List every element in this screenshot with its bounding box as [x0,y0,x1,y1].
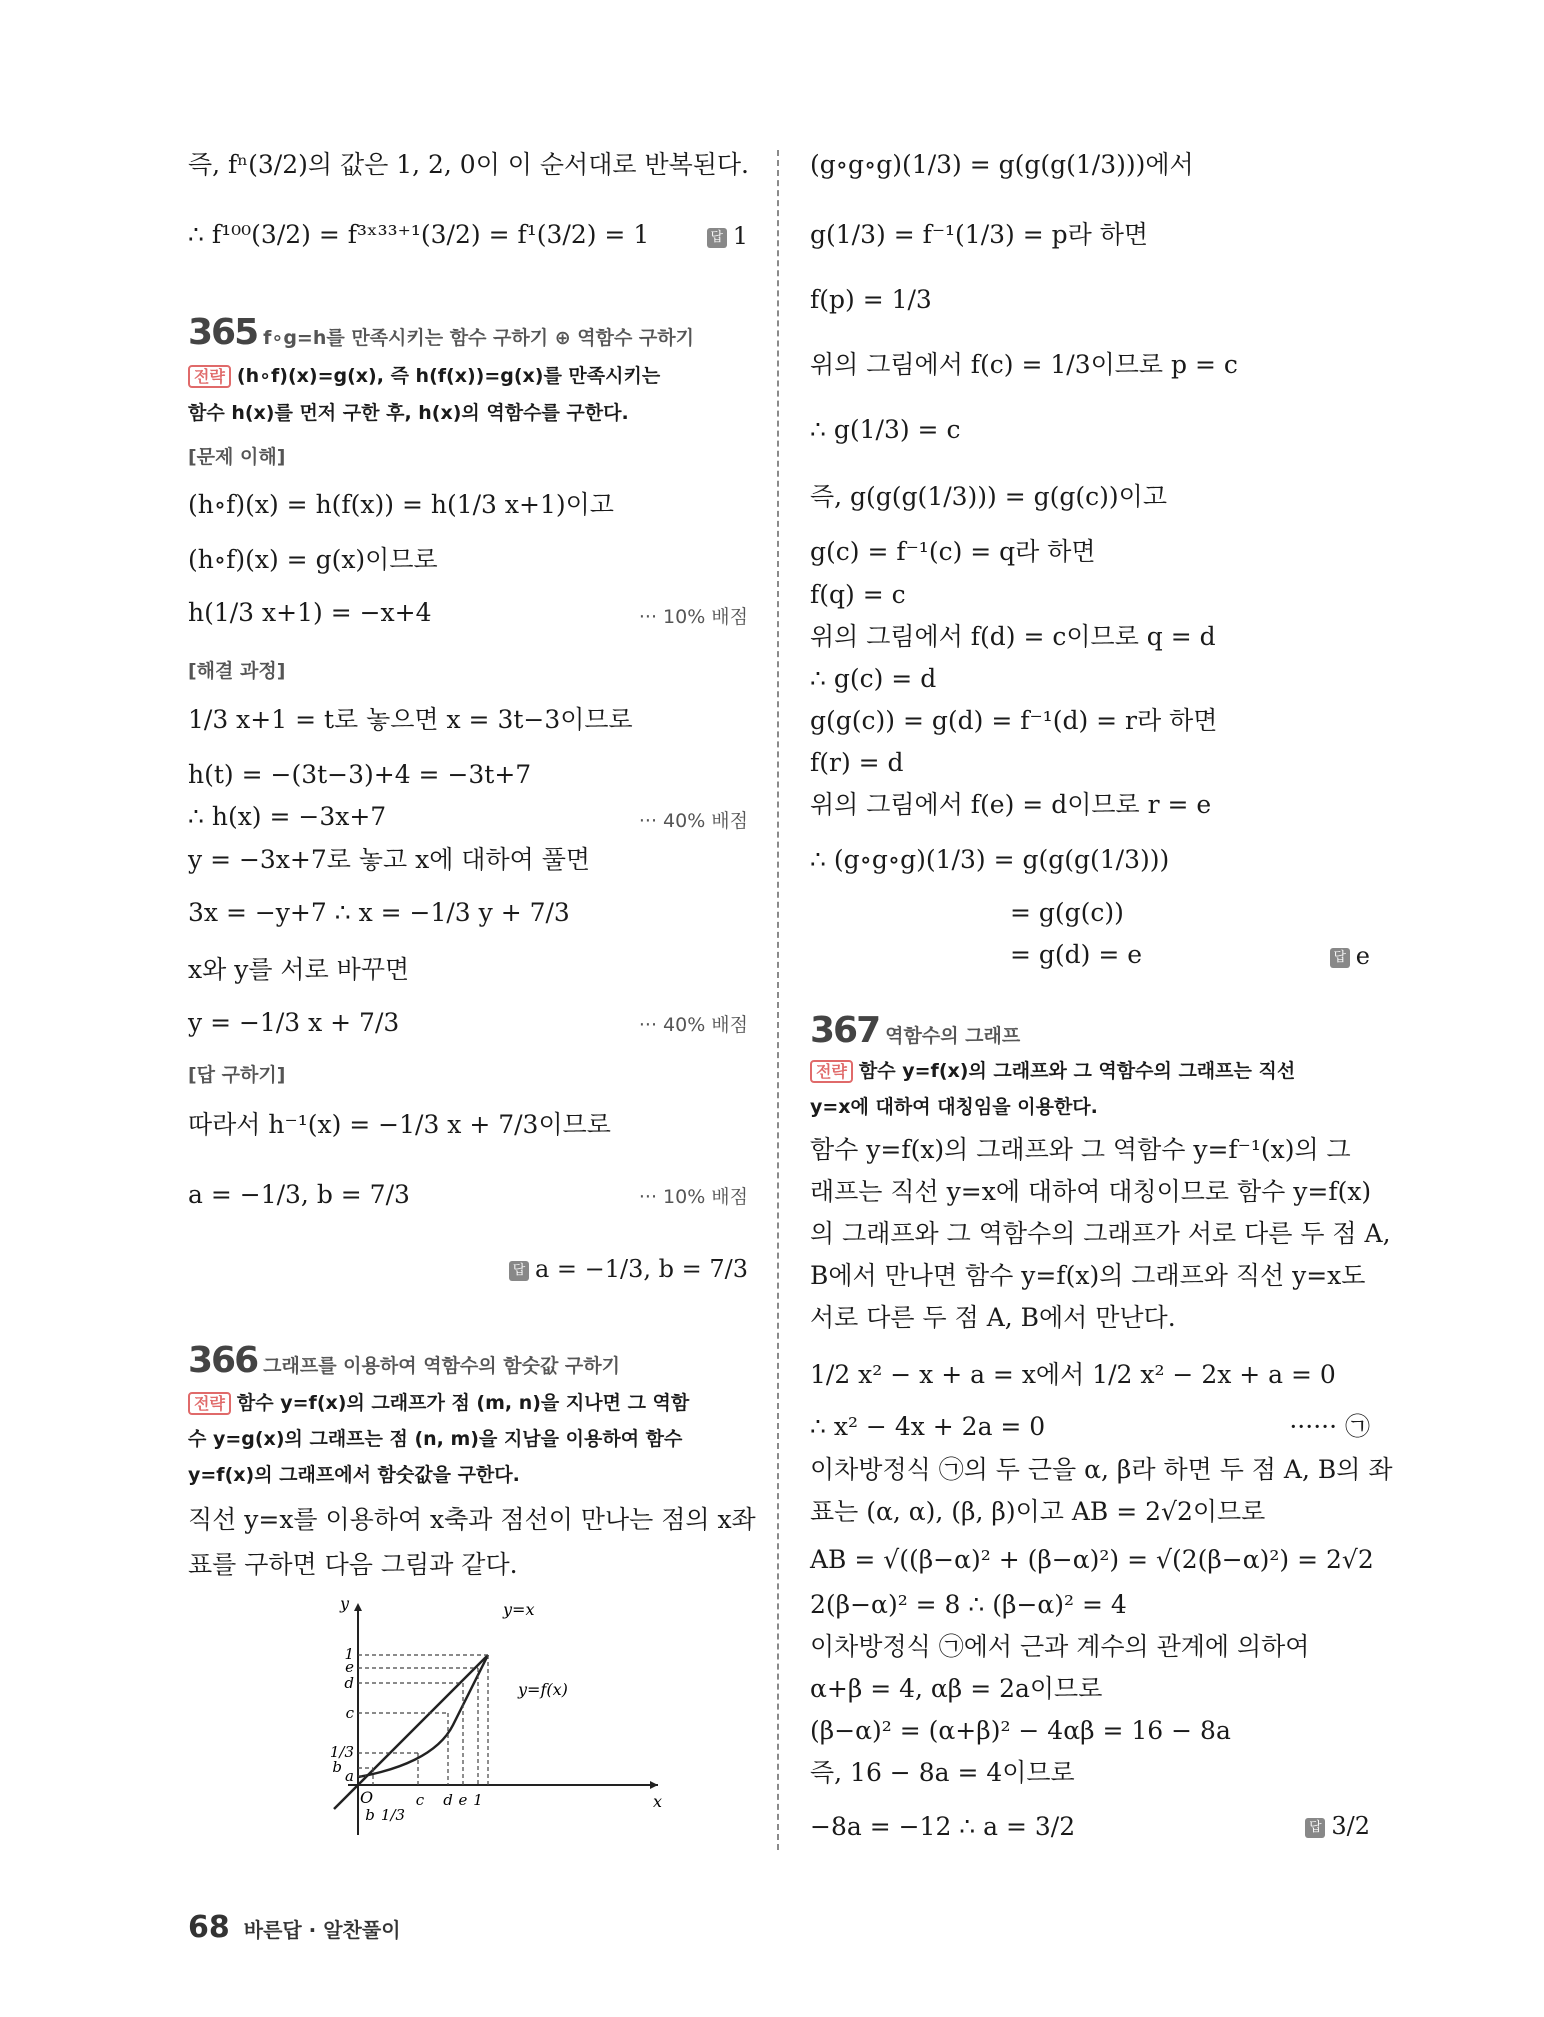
label-y-equals-fx: y=f(x) [518,1680,568,1699]
s2-line3: ∴ h(x) = −3x+7 [188,802,387,831]
strategy-367-line2: y=x에 대하여 대칭임을 이용한다. [810,1096,1098,1118]
page-footer [188,1910,401,1945]
s2-line7: y = −1/3 x + 7/3 [188,1008,400,1037]
s2-line2: h(t) = −(3t−3)+4 = −3t+7 [188,760,532,789]
r-line7: g(c) = f⁻¹(c) = q라 하면 [810,537,1096,566]
p367-b4: B에서 만나면 함수 y=f(x)의 그래프와 직선 y=x도 [810,1261,1366,1290]
y-axis-arrow [354,1603,362,1611]
label-y-equals-x: y=x [503,1600,535,1619]
answer-icon: 답 [509,1261,529,1281]
r-line9: 위의 그림에서 f(d) = c이므로 q = d [810,622,1216,651]
problem-366-header [188,1340,620,1381]
r-line5: ∴ g(1/3) = c [810,415,961,444]
page-number: 68 [188,1910,230,1945]
s1-line3: h(1/3 x+1) = −x+4 [188,598,432,627]
answer-icon: 답 [1330,948,1350,968]
section-solving-process: [해결 과정] [188,660,286,682]
p366-body-line1: 직선 y=x를 이용하여 x축과 점선이 만나는 점의 x좌 [188,1505,756,1534]
score-40-2: ··· 40% 배점 [638,1014,748,1036]
y-tick-a: a [345,1767,354,1785]
r-line13: 위의 그림에서 f(e) = d이므로 r = e [810,790,1212,819]
p367-b9: 표는 (α, α), (β, β)이고 AB = 2√2이므로 [810,1497,1266,1526]
r-line1: (g∘g∘g)(1/3) = g(g(g(1/3)))에서 [810,150,1194,179]
p367-b15: 즉, 16 − 8a = 4이므로 [810,1758,1075,1787]
y-tick-c: c [345,1704,354,1722]
score-10-1: ··· 10% 배점 [638,606,748,628]
r-line3: f(p) = 1/3 [810,285,932,314]
column-divider [777,150,779,1850]
strategy-365-line2: 함수 h(x)를 먼저 구한 후, h(x)의 역함수를 구한다. [188,402,629,424]
strategy-365-line1 [188,365,660,388]
answer-366-value: e [1355,942,1370,970]
strategy-badge: 전략 [188,365,231,388]
inverse-function-graph [328,1595,668,1845]
strategy-text: 함수 y=f(x)의 그래프와 그 역함수의 그래프는 직선 [858,1060,1296,1082]
problem-number: 367 [810,1010,880,1051]
strategy-text: 함수 y=f(x)의 그래프가 점 (m, n)을 지나면 그 역함 [236,1392,690,1414]
p367-b16: −8a = −12 ∴ a = 3/2 [810,1812,1076,1841]
problem-title: 역함수의 그래프 [885,1025,1021,1047]
p367-b1: 함수 y=f(x)의 그래프와 그 역함수 y=f⁻¹(x)의 그 [810,1135,1351,1164]
answer-365-value: a = −1/3, b = 7/3 [534,1255,748,1283]
s2-line5: 3x = −y+7 ∴ x = −1/3 y + 7/3 [188,898,570,927]
problem-number: 366 [188,1340,258,1381]
y-tick-e: e [345,1658,354,1676]
r-line2: g(1/3) = f⁻¹(1/3) = p라 하면 [810,220,1149,249]
problem-365-header [188,312,694,353]
r-line12: f(r) = d [810,748,904,777]
answer-icon: 답 [1305,1818,1325,1838]
p367-b11: 2(β−α)² = 8 ∴ (β−α)² = 4 [810,1590,1127,1619]
x-tick-labels [365,1791,483,1824]
p367-b3: 의 그래프와 그 역함수의 그래프가 서로 다른 두 점 A, [810,1219,1391,1248]
p367-b13: α+β = 4, αβ = 2a이므로 [810,1674,1103,1703]
strategy-badge: 전략 [188,1392,231,1415]
r-line16: = g(d) = e [1010,940,1143,969]
y-tick-1: 1 [344,1645,354,1663]
y-tick-d: d [344,1674,354,1692]
origin-label: O [360,1788,374,1807]
p367-b12: 이차방정식 ㉠에서 근과 계수의 관계에 의하여 [810,1632,1310,1661]
problem-title: f∘g=h를 만족시키는 함수 구하기 ⊕ 역함수 구하기 [263,327,694,349]
x-tick-1: 1 [473,1791,483,1809]
intro-line-2: ∴ f¹⁰⁰(3/2) = f³ˣ³³⁺¹(3/2) = f¹(3/2) = 1 [188,220,650,249]
answer-icon: 답 [707,228,727,248]
p367-b7: ∴ x² − 4x + 2a = 0 [810,1412,1046,1441]
x-tick-d: d [443,1791,453,1809]
strategy-366-line1 [188,1392,689,1415]
s1-line1: (h∘f)(x) = h(f(x)) = h(1/3 x+1)이고 [188,490,614,519]
answer-366 [1330,942,1370,970]
y-tick-third: 1/3 [329,1743,354,1761]
intro-answer-value: 1 [732,222,748,250]
strategy-367-line1 [810,1060,1295,1083]
axis-x-label: x [653,1792,663,1811]
answer-365 [509,1255,748,1283]
r-line8: f(q) = c [810,580,906,609]
s1-line2: (h∘f)(x) = g(x)이므로 [188,545,438,574]
strategy-text: (h∘f)(x)=g(x), 즉 h(f(x))=g(x)를 만족시키는 [236,365,661,387]
score-40-1: ··· 40% 배점 [638,810,748,832]
p367-b6: 1/2 x² − x + a = x에서 1/2 x² − 2x + a = 0 [810,1360,1336,1389]
r-line14: ∴ (g∘g∘g)(1/3) = g(g(g(1/3))) [810,845,1170,874]
p367-b7-mark: ······ ㉠ [1289,1412,1370,1441]
p367-b14: (β−α)² = (α+β)² − 4αβ = 16 − 8a [810,1716,1231,1745]
r-line4: 위의 그림에서 f(c) = 1/3이므로 p = c [810,350,1238,379]
y-tick-labels [330,1645,355,1785]
book-title: 바른답 · 알찬풀이 [243,1918,401,1942]
score-10-2: ··· 10% 배점 [638,1186,748,1208]
strategy-badge: 전략 [810,1060,853,1083]
x-tick-e: e [458,1791,468,1809]
problem-number: 365 [188,312,258,353]
answer-367-value: 3/2 [1331,1812,1370,1840]
p367-b5: 서로 다른 두 점 A, B에서 만난다. [810,1303,1176,1332]
y-tick-b: b [332,1758,342,1776]
p366-body-line2: 표를 구하면 다음 그림과 같다. [188,1550,518,1579]
answer-367 [1305,1812,1370,1840]
s2-line6: x와 y를 서로 바꾸면 [188,955,410,984]
x-tick-third: 1/3 [380,1806,406,1824]
axis-y-label: y [340,1595,350,1613]
p367-b8: 이차방정식 ㉠의 두 근을 α, β라 하면 두 점 A, B의 좌 [810,1455,1393,1484]
p367-b10: AB = √((β−α)² + (β−α)²) = √(2(β−α)²) = 2√2 [810,1545,1374,1574]
r-line10: ∴ g(c) = d [810,664,937,693]
s3-line2: a = −1/3, b = 7/3 [188,1180,410,1209]
r-line11: g(g(c)) = g(d) = f⁻¹(d) = r라 하면 [810,706,1218,735]
strategy-366-line2: 수 y=g(x)의 그래프는 점 (n, m)을 지남을 이용하여 함수 [188,1428,683,1450]
intro-answer [707,222,748,250]
p367-b2: 래프는 직선 y=x에 대하여 대칭이므로 함수 y=f(x) [810,1177,1372,1206]
x-axis-arrow [650,1781,658,1789]
x-tick-b: b [365,1806,375,1824]
r-line15: = g(g(c)) [1010,898,1124,927]
x-tick-c: c [415,1791,425,1809]
s3-line1: 따라서 h⁻¹(x) = −1/3 x + 7/3이므로 [188,1110,611,1139]
problem-title: 그래프를 이용하여 역함수의 함숫값 구하기 [263,1355,620,1377]
problem-367-header [810,1010,1020,1051]
r-line6: 즉, g(g(g(1/3))) = g(g(c))이고 [810,482,1167,511]
intro-line-1: 즉, fⁿ(3/2)의 값은 1, 2, 0이 이 순서대로 반복된다. [188,150,749,179]
section-get-answer: [답 구하기] [188,1064,286,1086]
s2-line1: 1/3 x+1 = t로 놓으면 x = 3t−3이므로 [188,705,633,734]
s2-line4: y = −3x+7로 놓고 x에 대하여 풀면 [188,845,591,874]
section-problem-understanding: [문제 이해] [188,446,286,468]
strategy-366-line3: y=f(x)의 그래프에서 함숫값을 구한다. [188,1464,520,1486]
